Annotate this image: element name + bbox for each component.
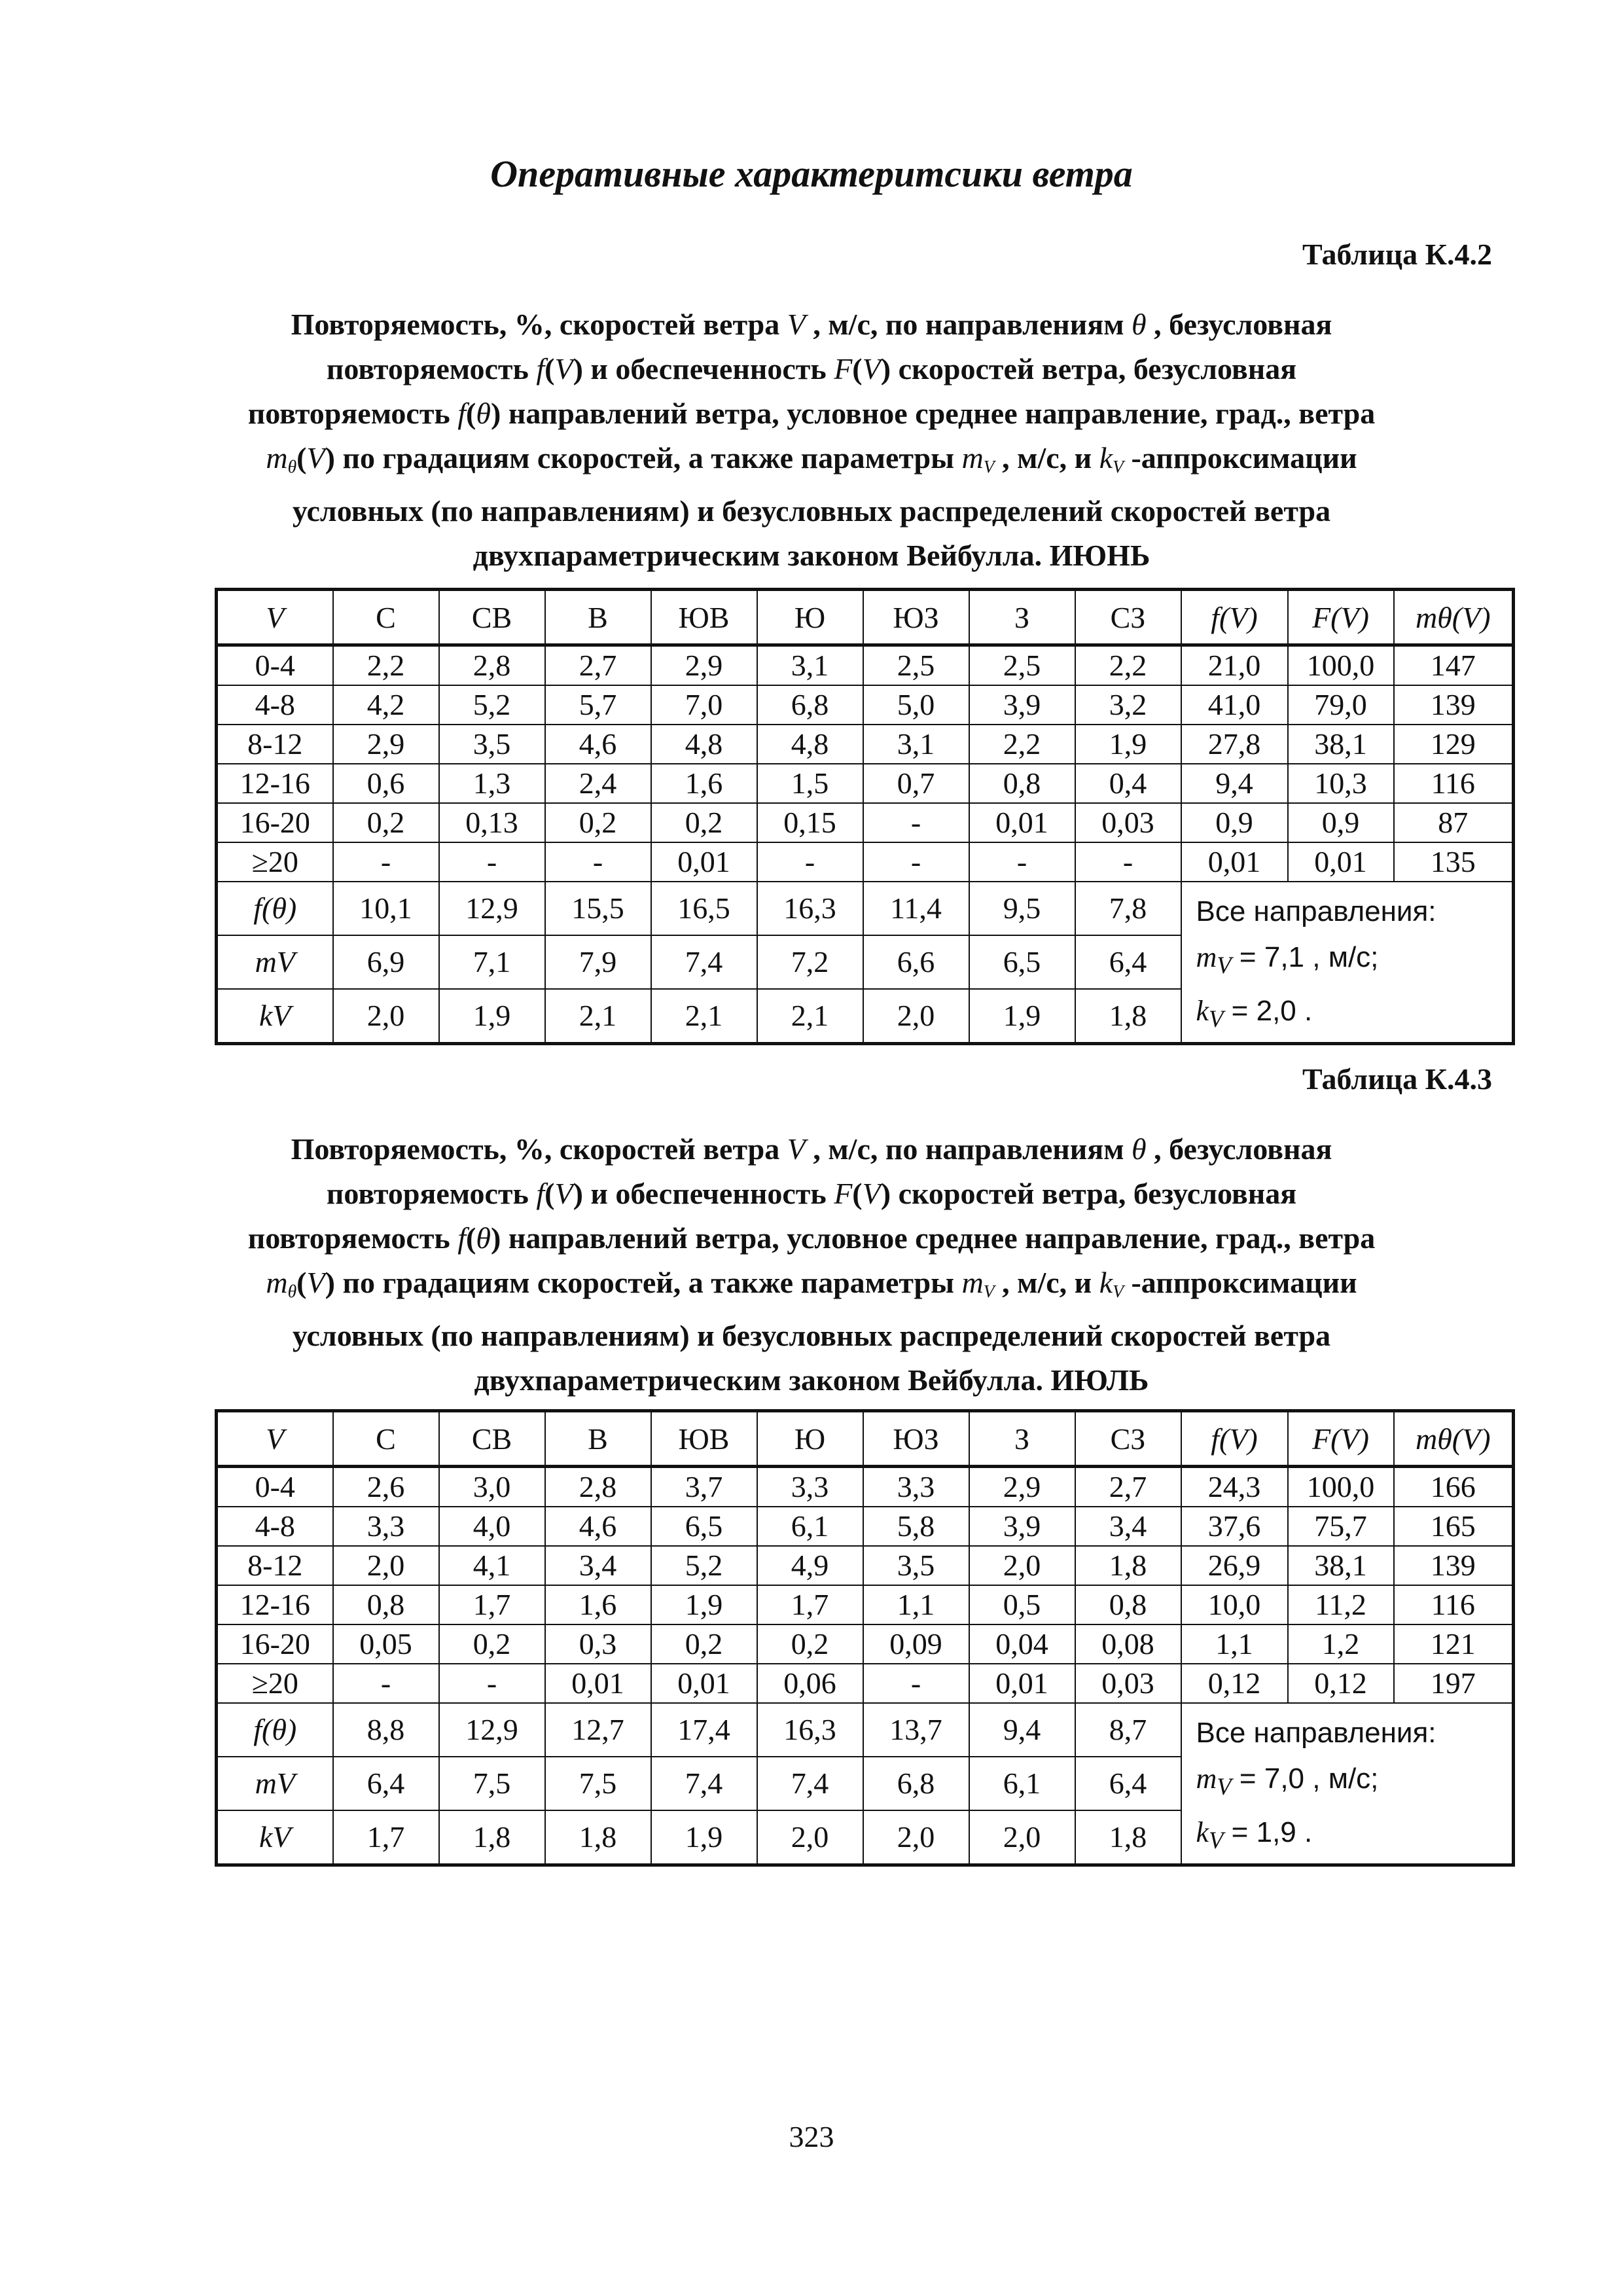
table-cell: 3,3 <box>757 1467 863 1507</box>
table-cell: 0,2 <box>651 1624 757 1664</box>
all-directions-note: Все направления: $m_V = 7,1$ , м/с; $k_V = 2,0$ . <box>1181 882 1514 1043</box>
table-cell: 7,0 <box>651 685 757 725</box>
table-cell: 41,0 <box>1181 685 1288 725</box>
table-cell: 7,8 <box>1075 882 1181 935</box>
table-cell: - <box>863 842 969 882</box>
table-cell: 0,09 <box>863 1624 969 1664</box>
speed-range: 12-16 <box>217 764 333 803</box>
table-cell: 0,08 <box>1075 1624 1181 1664</box>
speed-range: 8-12 <box>217 1546 333 1585</box>
table-cell: 38,1 <box>1288 725 1394 764</box>
table-cell: 7,5 <box>439 1757 545 1810</box>
table-cell: 7,5 <box>545 1757 651 1810</box>
header-direction: СЗ <box>1075 590 1181 645</box>
table-cell: 6,4 <box>1075 1757 1181 1810</box>
row-label-mv: mV <box>217 1757 333 1810</box>
table-cell: 1,8 <box>439 1810 545 1865</box>
speed-range: 12-16 <box>217 1585 333 1624</box>
table-cell: 79,0 <box>1288 685 1394 725</box>
table-cell: 0,7 <box>863 764 969 803</box>
header-v: V <box>217 590 333 645</box>
table-cell: 2,2 <box>333 645 439 686</box>
table-cell: 0,9 <box>1288 803 1394 842</box>
table-cell: 6,1 <box>969 1757 1075 1810</box>
table-cell: 37,6 <box>1181 1507 1288 1546</box>
table-cell: 17,4 <box>651 1703 757 1757</box>
table-cell: 2,0 <box>969 1810 1075 1865</box>
table-cell: 1,8 <box>1075 989 1181 1044</box>
table-cell: 11,2 <box>1288 1585 1394 1624</box>
table-cell: 1,3 <box>439 764 545 803</box>
table-cell: 1,8 <box>545 1810 651 1865</box>
table-cell: 1,9 <box>969 989 1075 1044</box>
table-cell: 1,1 <box>1181 1624 1288 1664</box>
table-cell: 7,4 <box>651 935 757 989</box>
header-fv: f(V) <box>1181 1411 1288 1467</box>
table-cell: 0,13 <box>439 803 545 842</box>
table-cell: 0,03 <box>1075 1664 1181 1703</box>
table-cell: 38,1 <box>1288 1546 1394 1585</box>
header-fv: f(V) <box>1181 590 1288 645</box>
table-cell: 2,0 <box>969 1546 1075 1585</box>
table-row <box>217 645 1514 686</box>
table-cell: 1,9 <box>651 1810 757 1865</box>
table-cell: 0,05 <box>333 1624 439 1664</box>
table-cell: 2,9 <box>333 725 439 764</box>
table-cell: 3,4 <box>1075 1507 1181 1546</box>
table-cell: 0,01 <box>1181 842 1288 882</box>
table-cell: 2,8 <box>439 645 545 686</box>
table-cell: 0,2 <box>757 1624 863 1664</box>
table-cell: 2,1 <box>757 989 863 1044</box>
table-cell: 2,4 <box>545 764 651 803</box>
table-cell: 3,9 <box>969 1507 1075 1546</box>
speed-range: 4-8 <box>217 685 333 725</box>
table-cell: 0,01 <box>969 803 1075 842</box>
table-cell: 10,1 <box>333 882 439 935</box>
table-cell: 5,7 <box>545 685 651 725</box>
table-cell: 15,5 <box>545 882 651 935</box>
table-cell: 26,9 <box>1181 1546 1288 1585</box>
table-cell: 3,3 <box>863 1467 969 1507</box>
row-label-mv: mV <box>217 935 333 989</box>
table-cell: - <box>439 1664 545 1703</box>
speed-range: ≥20 <box>217 842 333 882</box>
table-cell: 0,01 <box>1288 842 1394 882</box>
note-title: Все направления: <box>1196 1717 1436 1749</box>
note-mv-value: = 7,1 <box>1239 941 1305 973</box>
table-cell: 2,9 <box>969 1467 1075 1507</box>
header-v: V <box>217 1411 333 1467</box>
wind-table-july <box>215 1409 1515 1867</box>
table-cell: 0,2 <box>439 1624 545 1664</box>
table-cell: 6,1 <box>757 1507 863 1546</box>
table-cell: 0,03 <box>1075 803 1181 842</box>
table-cell: 0,9 <box>1181 803 1288 842</box>
header-direction: В <box>545 1411 651 1467</box>
table-cell: 147 <box>1394 645 1514 686</box>
table-cell: 1,7 <box>439 1585 545 1624</box>
table-cell: 9,5 <box>969 882 1075 935</box>
row-label-f-theta: f(θ) <box>217 1703 333 1757</box>
table-cell: 2,1 <box>651 989 757 1044</box>
note-kv-end: . <box>1304 1816 1313 1848</box>
table-row <box>217 882 1514 935</box>
table-cell: 2,7 <box>1075 1467 1181 1507</box>
header-direction: С <box>333 590 439 645</box>
table-cell: 9,4 <box>969 1703 1075 1757</box>
table-cell: 100,0 <box>1288 1467 1394 1507</box>
note-mv-unit: , м/с; <box>1312 1763 1379 1795</box>
table-cell: 4,6 <box>545 1507 651 1546</box>
table-row <box>217 1624 1514 1664</box>
table-cell: 7,4 <box>651 1757 757 1810</box>
table-cell: 5,2 <box>439 685 545 725</box>
table-cell: 6,4 <box>333 1757 439 1810</box>
header-Fv: F(V) <box>1288 590 1394 645</box>
table-cell: 3,3 <box>333 1507 439 1546</box>
table-cell: 4,1 <box>439 1546 545 1585</box>
table-cell: 1,9 <box>1075 725 1181 764</box>
table-cell: 2,5 <box>863 645 969 686</box>
table-cell: 3,7 <box>651 1467 757 1507</box>
table-cell: 1,8 <box>1075 1546 1181 1585</box>
table-cell: 4,8 <box>757 725 863 764</box>
table-cell: 116 <box>1394 1585 1514 1624</box>
table-cell: 2,0 <box>863 1810 969 1865</box>
table-cell: 2,0 <box>757 1810 863 1865</box>
table-cell: 2,6 <box>333 1467 439 1507</box>
table-cell: 0,2 <box>651 803 757 842</box>
speed-range: 16-20 <box>217 1624 333 1664</box>
table-cell: 16,5 <box>651 882 757 935</box>
table-cell: 7,2 <box>757 935 863 989</box>
row-label-kv: kV <box>217 989 333 1044</box>
table-cell: 100,0 <box>1288 645 1394 686</box>
table-cell: 10,0 <box>1181 1585 1288 1624</box>
table-row <box>217 685 1514 725</box>
table-row <box>217 842 1514 882</box>
table-row <box>217 1585 1514 1624</box>
table-cell: 0,01 <box>969 1664 1075 1703</box>
table-cell: 4,0 <box>439 1507 545 1546</box>
table-cell: 3,9 <box>969 685 1075 725</box>
table-cell: 1,7 <box>333 1810 439 1865</box>
table-cell: 24,3 <box>1181 1467 1288 1507</box>
table-cell: 4,8 <box>651 725 757 764</box>
table-cell: 129 <box>1394 725 1514 764</box>
table-cell: 6,9 <box>333 935 439 989</box>
table-cell: 1,1 <box>863 1585 969 1624</box>
table-cell: 7,1 <box>439 935 545 989</box>
table-cell: 2,0 <box>333 1546 439 1585</box>
table-row <box>217 1703 1514 1757</box>
header-direction: З <box>969 1411 1075 1467</box>
table-cell: 0,8 <box>1075 1585 1181 1624</box>
table-cell: 12,9 <box>439 1703 545 1757</box>
table-cell: 12,9 <box>439 882 545 935</box>
table-cell: 0,8 <box>333 1585 439 1624</box>
table-cell: 2,9 <box>651 645 757 686</box>
table-number: Таблица К.4.3 <box>1302 1062 1492 1096</box>
table-caption: Повторяемость, %, скоростей ветра V , м/с, по направлениям θ , безусловная повторяемость f(V) и обеспеченность F(V) скоростей ветра, безусловная повторяемость f(θ) направлений ветра, условное среднее направление, град., ветра $m_\theta(V)$ по градациям скоростей, а также параметры $m_V$ , м/с, и $k_V$ -аппроксимации условных (по направлениям) и безусловных распределений скоростей ветра двухпараметрическим законом Вейбулла. ИЮЛЬ <box>247 1132 1376 1397</box>
table-cell: 2,2 <box>1075 645 1181 686</box>
table-cell: 2,8 <box>545 1467 651 1507</box>
table-cell: 0,12 <box>1181 1664 1288 1703</box>
table-cell: 0,2 <box>333 803 439 842</box>
speed-rows <box>217 645 1514 882</box>
table-cell: 7,9 <box>545 935 651 989</box>
table-row <box>217 725 1514 764</box>
page-number: 323 <box>789 2120 834 2153</box>
table-cell: 3,5 <box>863 1546 969 1585</box>
note-kv-end: . <box>1304 994 1313 1027</box>
header-direction: В <box>545 590 651 645</box>
note-kv-value: = 1,9 <box>1231 1816 1296 1848</box>
table-cell: 75,7 <box>1288 1507 1394 1546</box>
table-cell: 2,0 <box>863 989 969 1044</box>
table-cell: 135 <box>1394 842 1514 882</box>
header-direction: СВ <box>439 590 545 645</box>
header-direction: ЮЗ <box>863 590 969 645</box>
table-cell: 0,2 <box>545 803 651 842</box>
header-direction: СВ <box>439 1411 545 1467</box>
table-cell: 5,2 <box>651 1546 757 1585</box>
table-cell: 11,4 <box>863 882 969 935</box>
table-cell: 0,04 <box>969 1624 1075 1664</box>
header-direction: ЮВ <box>651 590 757 645</box>
table-cell: - <box>545 842 651 882</box>
table-cell: 166 <box>1394 1467 1514 1507</box>
table-cell: 16,3 <box>757 1703 863 1757</box>
row-label-f-theta: f(θ) <box>217 882 333 935</box>
table-cell: 6,8 <box>863 1757 969 1810</box>
table-cell: 5,8 <box>863 1507 969 1546</box>
table-cell: 165 <box>1394 1507 1514 1546</box>
note-title: Все направления: <box>1196 895 1436 927</box>
speed-rows <box>217 1467 1514 1704</box>
table-cell: 10,3 <box>1288 764 1394 803</box>
table-cell: - <box>863 1664 969 1703</box>
table-row <box>217 1664 1514 1703</box>
table-row <box>217 1507 1514 1546</box>
all-directions-note: Все направления: $m_V = 7,0$ , м/с; $k_V = 1,9$ . <box>1181 1703 1514 1865</box>
table-cell: - <box>757 842 863 882</box>
speed-range: 4-8 <box>217 1507 333 1546</box>
parameter-rows <box>217 882 1514 1043</box>
header-direction: С <box>333 1411 439 1467</box>
wind-table-june <box>215 588 1515 1045</box>
speed-range: 8-12 <box>217 725 333 764</box>
table-cell: 1,9 <box>651 1585 757 1624</box>
table-cell: 4,9 <box>757 1546 863 1585</box>
table-cell: 1,2 <box>1288 1624 1394 1664</box>
table-row <box>217 1467 1514 1507</box>
table-cell: 4,2 <box>333 685 439 725</box>
table-cell: 2,1 <box>545 989 651 1044</box>
table-cell: 9,4 <box>1181 764 1288 803</box>
table-cell: 0,3 <box>545 1624 651 1664</box>
table-cell: 21,0 <box>1181 645 1288 686</box>
table-cell: - <box>439 842 545 882</box>
table-cell: 1,9 <box>439 989 545 1044</box>
parameter-rows <box>217 1703 1514 1865</box>
header-Fv: F(V) <box>1288 1411 1394 1467</box>
table-row <box>217 764 1514 803</box>
speed-range: ≥20 <box>217 1664 333 1703</box>
table-cell: 3,1 <box>863 725 969 764</box>
table-cell: 3,2 <box>1075 685 1181 725</box>
table-cell: 1,6 <box>651 764 757 803</box>
header-mtheta: mθ(V) <box>1394 1411 1514 1467</box>
table-cell: 6,6 <box>863 935 969 989</box>
table-caption: Повторяемость, %, скоростей ветра V , м/с, по направлениям θ , безусловная повторяемость f(V) и обеспеченность F(V) скоростей ветра, безусловная повторяемость f(θ) направлений ветра, условное среднее направление, град., ветра $m_\theta(V)$ по градациям скоростей, а также параметры $m_V$ , м/с, и $k_V$ -аппроксимации условных (по направлениям) и безусловных распределений скоростей ветра двухпараметрическим законом Вейбулла. ИЮНЬ <box>247 308 1376 572</box>
table-cell: - <box>333 842 439 882</box>
table-cell: - <box>969 842 1075 882</box>
table-cell: 8,8 <box>333 1703 439 1757</box>
table-cell: 4,6 <box>545 725 651 764</box>
table-cell: 0,01 <box>545 1664 651 1703</box>
table-cell: 27,8 <box>1181 725 1288 764</box>
table-cell: 0,01 <box>651 842 757 882</box>
table-cell: 0,6 <box>333 764 439 803</box>
header-direction: ЮЗ <box>863 1411 969 1467</box>
table-cell: 2,2 <box>969 725 1075 764</box>
page-heading: Оперативные характеритсики ветра <box>490 152 1133 195</box>
table-cell: 121 <box>1394 1624 1514 1664</box>
table-cell: 2,7 <box>545 645 651 686</box>
table-cell: - <box>863 803 969 842</box>
table-cell: 0,4 <box>1075 764 1181 803</box>
table-cell: 87 <box>1394 803 1514 842</box>
table-cell: 0,06 <box>757 1664 863 1703</box>
note-kv-value: = 2,0 <box>1231 994 1296 1027</box>
table-cell: 116 <box>1394 764 1514 803</box>
table-cell: 139 <box>1394 685 1514 725</box>
header-mtheta: mθ(V) <box>1394 590 1514 645</box>
header-direction: Ю <box>757 590 863 645</box>
table-cell: 0,01 <box>651 1664 757 1703</box>
table-cell: 3,0 <box>439 1467 545 1507</box>
table-cell: 0,12 <box>1288 1664 1394 1703</box>
table-cell: 8,7 <box>1075 1703 1181 1757</box>
row-label-kv: kV <box>217 1810 333 1865</box>
header-direction: ЮВ <box>651 1411 757 1467</box>
table-cell: 1,6 <box>545 1585 651 1624</box>
table-cell: 6,5 <box>651 1507 757 1546</box>
table-cell: 5,0 <box>863 685 969 725</box>
header-direction: З <box>969 590 1075 645</box>
table-cell: 2,5 <box>969 645 1075 686</box>
table-cell: - <box>1075 842 1181 882</box>
speed-range: 0-4 <box>217 1467 333 1507</box>
table-cell: 0,8 <box>969 764 1075 803</box>
note-mv-unit: , м/с; <box>1312 941 1379 973</box>
table-cell: 3,4 <box>545 1546 651 1585</box>
table-cell: 1,5 <box>757 764 863 803</box>
table-cell: 1,7 <box>757 1585 863 1624</box>
table-cell: 197 <box>1394 1664 1514 1703</box>
table-cell: 6,8 <box>757 685 863 725</box>
header-direction: Ю <box>757 1411 863 1467</box>
speed-range: 0-4 <box>217 645 333 686</box>
table-cell: 16,3 <box>757 882 863 935</box>
header-direction: СЗ <box>1075 1411 1181 1467</box>
table-cell: 7,4 <box>757 1757 863 1810</box>
table-number: Таблица К.4.2 <box>1302 238 1492 271</box>
table-cell: 2,0 <box>333 989 439 1044</box>
table-cell: 3,1 <box>757 645 863 686</box>
table-cell: 6,5 <box>969 935 1075 989</box>
table-cell: 12,7 <box>545 1703 651 1757</box>
note-mv-value: = 7,0 <box>1239 1763 1305 1795</box>
speed-range: 16-20 <box>217 803 333 842</box>
table-cell: 0,15 <box>757 803 863 842</box>
table-cell: - <box>333 1664 439 1703</box>
table-cell: 139 <box>1394 1546 1514 1585</box>
table-row <box>217 1546 1514 1585</box>
table-cell: 6,4 <box>1075 935 1181 989</box>
table-cell: 13,7 <box>863 1703 969 1757</box>
table-row <box>217 803 1514 842</box>
table-cell: 0,5 <box>969 1585 1075 1624</box>
table-cell: 3,5 <box>439 725 545 764</box>
table-cell: 1,8 <box>1075 1810 1181 1865</box>
